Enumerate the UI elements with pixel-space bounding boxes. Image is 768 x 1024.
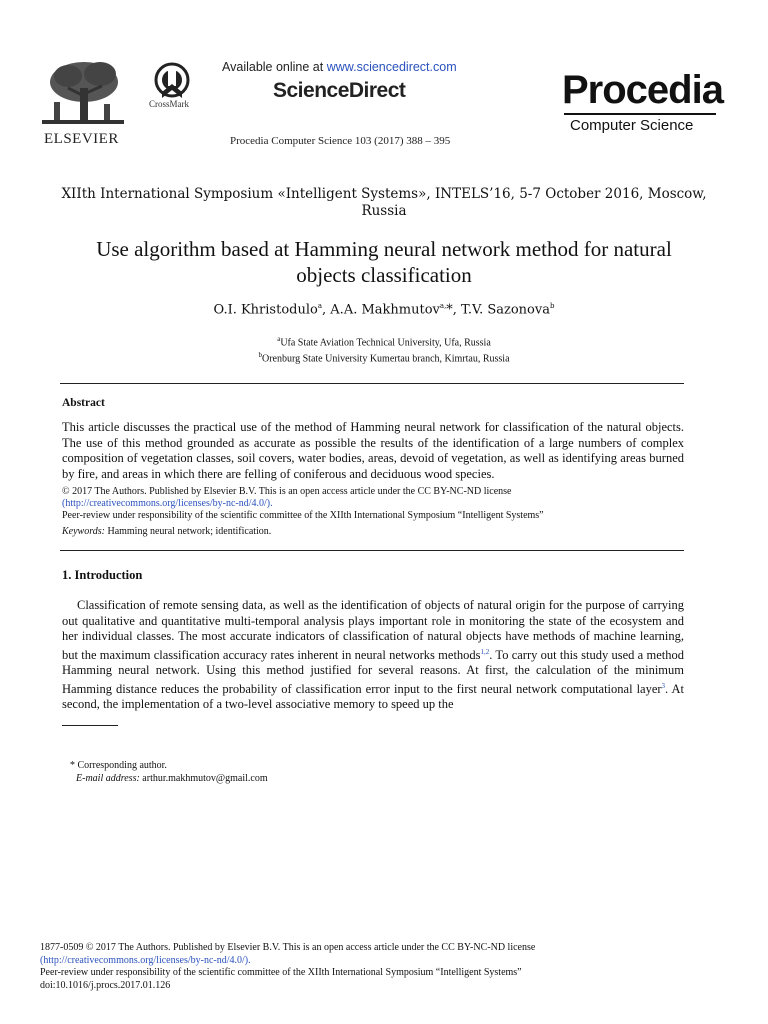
symposium-line-1: XIIth International Symposium «Intelligent Systems», INTELS’16, 5-7 October 2016, Moscow, xyxy=(61,186,707,202)
divider-top xyxy=(60,383,684,384)
doi-line[interactable]: doi:10.1016/j.procs.2017.01.126 xyxy=(40,979,171,991)
keywords-text: Hamming neural network; identification. xyxy=(104,526,272,537)
license-link[interactable]: (http://creativecommons.org/licenses/by-nc-nd/4.0/). xyxy=(62,498,273,509)
elsevier-tree-logo xyxy=(38,58,128,130)
email-label: E-mail address: xyxy=(76,773,140,784)
publisher-name: ELSEVIER xyxy=(44,131,119,147)
email-line xyxy=(76,773,268,786)
authors xyxy=(40,302,728,317)
paper-title-line-2: objects classification xyxy=(296,263,472,287)
author-2-sup: a, xyxy=(439,302,447,310)
sciencedirect-link[interactable]: www.sciencedirect.com xyxy=(326,60,457,74)
keywords xyxy=(62,526,684,539)
procedia-subtitle: Computer Science xyxy=(570,117,694,134)
journal-citation: Procedia Computer Science 103 (2017) 388 – 395 xyxy=(230,135,451,147)
section-heading-introduction: 1. Introduction xyxy=(62,568,143,582)
author-3-sup: b xyxy=(549,302,555,310)
reference-3[interactable]: 3 xyxy=(661,681,666,690)
intro-part-2: . To carry out this study used a method Hamming neural network. Using this method justified for several reasons. At first, the calculation of the minimum Hamming distance reduces the probability of classification error input to the first neural network computational layer xyxy=(62,647,684,696)
corresponding-author-note: * Corresponding author. xyxy=(70,760,167,771)
procedia-divider xyxy=(564,113,716,115)
bottom-peer-review: Peer-review under responsibility of the scientific committee of the XIIth International Symposium “Intelligent Systems” xyxy=(40,967,522,978)
peer-review-line: Peer-review under responsibility of the scientific committee of the XIIth International Symposium “Intelligent Systems” xyxy=(62,510,544,521)
affiliation-b-text: Orenburg State University Kumertau branch, Kimrtau, Russia xyxy=(261,353,510,365)
affiliations xyxy=(40,333,728,366)
affiliation-b xyxy=(40,349,728,365)
available-online xyxy=(222,60,457,74)
crossmark-label: CrossMark xyxy=(149,99,189,109)
symposium-line-2: Russia xyxy=(361,203,407,219)
introduction-text xyxy=(62,598,684,713)
paper-title xyxy=(40,236,728,288)
divider-bottom xyxy=(60,550,684,551)
author-2-star: * xyxy=(446,302,453,318)
abstract-heading: Abstract xyxy=(62,397,105,409)
email-address[interactable]: arthur.makhmutov@gmail.com xyxy=(139,773,268,784)
intro-part-1: Classification of remote sensing data, as well as the identification of objects of natural origin for the purpose of carrying out qualitative and quantitative multi-temporal analysis plays important role in monitoring the state of the ecosystem and her individual classes. The most accurate indicators of classification of natural objects have methods of machine learning, but the maximum classification accuracy rates inherent in neural networks methods xyxy=(62,598,684,662)
keywords-label: Keywords: xyxy=(62,526,105,537)
affiliation-a xyxy=(40,333,728,349)
paper-title-line-1: Use algorithm based at Hamming neural network method for natural xyxy=(96,237,672,261)
author-3: , T.V. Sazonova xyxy=(452,302,550,318)
bottom-license-link[interactable]: (http://creativecommons.org/licenses/by-nc-nd/4.0/). xyxy=(40,954,251,966)
affiliation-a-sup: a xyxy=(277,335,281,343)
affiliation-a-text: Ufa State Aviation Technical University, Ufa, Russia xyxy=(280,337,491,349)
intro-part-3: . At second, the implementation of a two-level associative memory to speed up the xyxy=(62,681,684,712)
procedia-logo: Procedia xyxy=(562,68,723,112)
bottom-copyright xyxy=(40,942,680,992)
available-prefix: Available online at xyxy=(222,60,327,74)
author-1: O.I. Khristodulo xyxy=(213,302,318,318)
author-2: , A.A. Makhmutov xyxy=(322,302,440,318)
affiliation-b-sup: b xyxy=(258,351,262,360)
reference-1-2[interactable]: 1,2 xyxy=(480,647,490,656)
author-1-sup: a xyxy=(317,302,323,310)
footnote-rule xyxy=(62,725,118,726)
issn-line: 1877-0509 © 2017 The Authors. Published by Elsevier B.V. This is an open access article under the CC BY-NC-ND license xyxy=(40,942,536,953)
abstract-text: This article discusses the practical use of the method of Hamming neural network for classification of the natural objects. The use of this method grounded as accurate as possible the results of the identification of a large numbers of complex composition of vegetation classes, soil covers, water bodies, areas, devoid of vegetation, as well as identifying areas burned by fire, and areas in which there are felling of coniferous and deciduous wood species. xyxy=(62,420,684,481)
license-line: © 2017 The Authors. Published by Elsevier B.V. This is an open access article under the CC BY-NC-ND license xyxy=(62,486,512,497)
symposium-line xyxy=(40,186,728,220)
sciencedirect-logo: ScienceDirect xyxy=(273,79,406,102)
